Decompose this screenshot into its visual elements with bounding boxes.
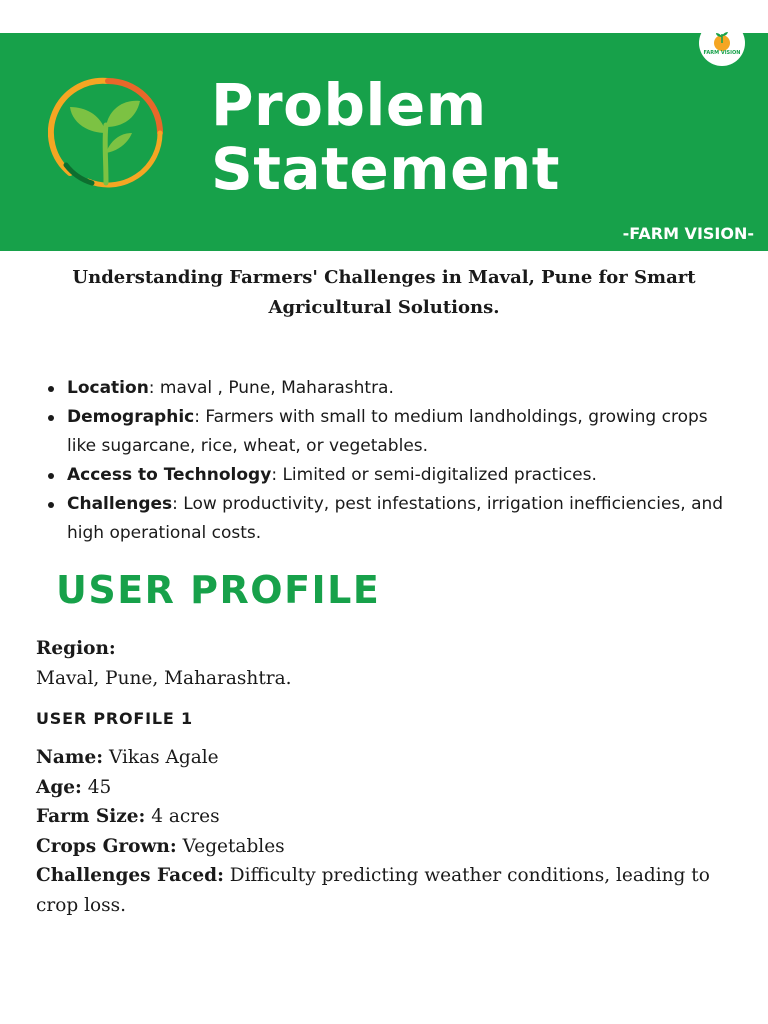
field-label: Crops Grown: <box>36 835 177 857</box>
bullet-text: : Limited or semi-digitalized practices. <box>271 465 597 485</box>
field-label: Name: <box>36 747 104 768</box>
list-item <box>48 490 728 548</box>
profile-field-farm-size <box>36 802 736 832</box>
bullet-text: : maval , Pune, Maharashtra. <box>148 378 394 398</box>
bullet-text: : Low productivity, pest infestations, irrigation inefficiencies, and high operational costs. <box>67 494 724 543</box>
list-item <box>48 403 728 461</box>
bullet-label: Challenges <box>67 494 173 514</box>
profile-field-crops <box>36 832 736 862</box>
title-line-2: Statement <box>211 135 560 203</box>
field-value: Difficulty predicting weather conditions, leading to crop loss. <box>36 865 710 916</box>
field-label: Age: <box>36 776 82 798</box>
problem-bullet-list <box>48 374 728 548</box>
profile-field-name <box>36 743 736 773</box>
profile-field-age <box>36 773 736 803</box>
badge-text: FARM VISION <box>703 50 741 56</box>
field-value: 4 acres <box>145 806 220 827</box>
profile-field-challenges <box>36 861 736 920</box>
user-profile-heading: USER PROFILE <box>56 568 381 612</box>
bullet-label: Access to Technology <box>67 465 272 485</box>
field-label: Farm Size: <box>36 806 146 827</box>
bullet-label: Demographic <box>67 407 195 427</box>
document-subtitle: Understanding Farmers' Challenges in Maval, Pune for Smart Agricultural Solutions. <box>72 267 696 318</box>
farm-vision-badge <box>699 20 745 66</box>
badge-logo-icon <box>711 30 733 52</box>
list-item <box>48 374 728 403</box>
field-value: Vikas Agale <box>103 747 219 768</box>
brand-tagline: -FARM VISION- <box>622 224 754 243</box>
field-label: Challenges Faced: <box>36 865 224 886</box>
region-value: Maval, Pune, Maharashtra. <box>36 667 292 689</box>
user-profile-1-heading: USER PROFILE 1 <box>36 709 193 728</box>
user-profile-section <box>36 634 736 920</box>
sprout-logo-icon <box>48 73 168 193</box>
field-value: Vegetables <box>176 835 285 857</box>
title-line-1: Problem <box>211 71 487 139</box>
header-banner <box>0 33 768 251</box>
list-item <box>48 461 728 490</box>
bullet-text: : Farmers with small to medium landholdings, growing crops like sugarcane, rice, wheat, or vegetables. <box>67 407 708 456</box>
field-value: 45 <box>81 776 112 798</box>
bullet-label: Location <box>67 378 149 398</box>
page-title <box>211 73 560 201</box>
region-label: Region: <box>36 638 116 659</box>
